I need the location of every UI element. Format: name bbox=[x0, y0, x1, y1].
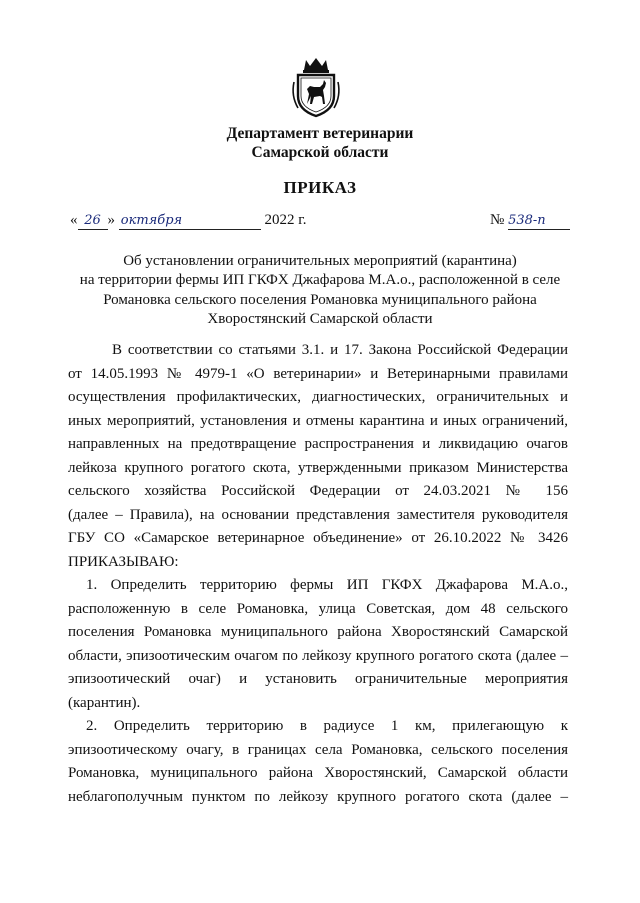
body-line: поселения Романовка муниципального района Хворостянский Самарской bbox=[68, 624, 568, 640]
number-value-handwritten: 538-п bbox=[508, 213, 546, 228]
body-line: от 14.05.1993 № 4979-1 «О ветеринарии» и Ветеринарными правилами bbox=[68, 365, 568, 382]
document-date bbox=[70, 212, 306, 230]
body-line: (далее – Правила), на основании представления заместителя руководителя bbox=[68, 506, 568, 523]
document-subject bbox=[60, 252, 580, 329]
body-line: иных мероприятий, установления и отмены карантина и иных ограничений, bbox=[68, 412, 568, 429]
subject-line: Об установлении ограничительных мероприятий (карантина) bbox=[123, 253, 517, 269]
date-day-handwritten: 26 bbox=[84, 213, 101, 228]
subject-line: Романовка сельского поселения Романовка муниципального района bbox=[103, 291, 537, 308]
body-line: ГБУ СО «Самарское ветеринарное объединение» от 26.10.2022 № 3426 bbox=[68, 530, 568, 546]
body-line: В соответствии со статьями 3.1. и 17. Закона Российской Федерации bbox=[112, 342, 568, 358]
date-open-quote: « bbox=[70, 212, 78, 228]
department-name-line-1: Департамент ветеринарии bbox=[226, 125, 414, 142]
document-type-title: ПРИКАЗ bbox=[283, 178, 357, 197]
body-line: 1. Определить территорию фермы ИП ГКФХ Джафарова М.А.о., bbox=[86, 577, 568, 593]
body-line: (карантин). bbox=[68, 694, 141, 711]
body-line: неблагополучным пунктом по лейкозу крупного рогатого скота (далее – bbox=[68, 788, 568, 805]
date-month-handwritten: октября bbox=[120, 213, 183, 228]
subject-line: на территории фермы ИП ГКФХ Джафарова М.А.о., расположенной в селе bbox=[79, 272, 561, 289]
body-line: осуществления профилактических, диагностических, ограничительных и bbox=[68, 389, 568, 405]
date-close-quote: » bbox=[107, 212, 115, 228]
document-number bbox=[490, 212, 570, 230]
body-line: области, эпизоотическим очагом по лейкозу крупного рогатого скота (далее – bbox=[68, 647, 568, 664]
date-year: 2022 г. bbox=[264, 212, 307, 228]
body-line: расположенную в селе Романовка, улица Советская, дом 48 сельского bbox=[68, 600, 568, 617]
number-prefix: № bbox=[490, 212, 505, 228]
body-line: направленных на предотвращение распространения и ликвидацию очагов bbox=[68, 436, 568, 452]
body-line: ПРИКАЗЫВАЮ: bbox=[68, 553, 179, 570]
department-name-line-2: Самарской области bbox=[251, 144, 389, 161]
samara-oblast-coat-of-arms-icon bbox=[290, 56, 342, 118]
body-line: эпизоотический очаг) и установить ограничительные мероприятия bbox=[68, 671, 568, 687]
body-line: Романовка, муниципального района Хворостянский, Самарской области bbox=[68, 765, 568, 781]
body-line: 2. Определить территорию в радиусе 1 км, прилегающую к bbox=[86, 718, 568, 734]
body-line: лейкоза крупного рогатого скота, утвержденными приказом Министерства bbox=[68, 459, 568, 476]
body-line: сельского хозяйства Российской Федерации от 24.03.2021 № 156 bbox=[68, 483, 568, 499]
document-body bbox=[68, 339, 568, 809]
subject-line: Хворостянский Самарской области bbox=[207, 310, 433, 327]
body-line: эпизоотическому очагу, в границах села Романовка, сельского поселения bbox=[68, 741, 568, 758]
